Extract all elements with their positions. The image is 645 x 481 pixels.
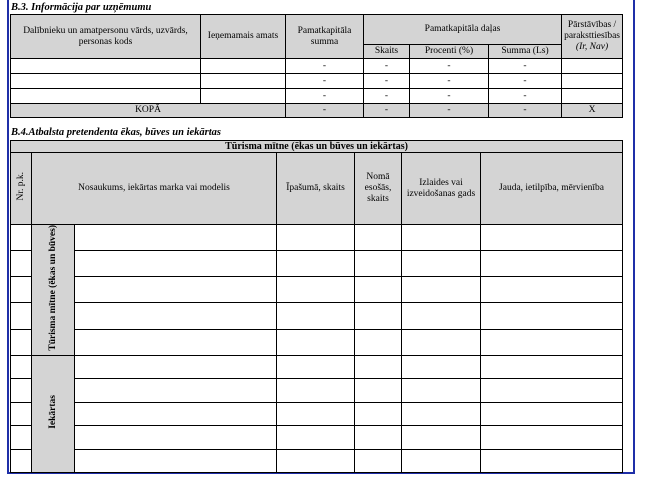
year-cell[interactable]	[402, 225, 481, 251]
participant-cell[interactable]	[11, 74, 201, 89]
row-number-cell[interactable]	[11, 449, 32, 473]
total-percent: -	[410, 104, 489, 118]
name-cell[interactable]	[75, 277, 277, 303]
representation-cell[interactable]	[562, 59, 623, 74]
name-cell[interactable]	[75, 449, 277, 473]
position-cell[interactable]	[201, 74, 286, 89]
participant-cell[interactable]	[11, 89, 201, 104]
owned-cell[interactable]	[277, 355, 355, 379]
table-row	[11, 426, 623, 450]
capacity-cell[interactable]	[481, 277, 623, 303]
row-number-cell[interactable]	[11, 426, 32, 450]
capacity-cell[interactable]	[481, 303, 623, 329]
leased-cell[interactable]	[355, 329, 402, 355]
name-cell[interactable]	[75, 355, 277, 379]
total-sum: -	[489, 104, 562, 118]
header-production-year: Izlaides vai izveidošanas gads	[402, 153, 481, 225]
total-count: -	[364, 104, 410, 118]
leased-cell[interactable]	[355, 449, 402, 473]
name-cell[interactable]	[75, 402, 277, 426]
total-capital-sum: -	[286, 104, 364, 118]
header-representation-options: (Ir, Nav)	[575, 42, 609, 52]
leased-cell[interactable]	[355, 225, 402, 251]
header-percent: Procenti (%)	[410, 45, 489, 59]
owned-cell[interactable]	[277, 277, 355, 303]
year-cell[interactable]	[402, 449, 481, 473]
percent-cell: -	[410, 74, 489, 89]
owned-cell[interactable]	[277, 379, 355, 403]
year-cell[interactable]	[402, 379, 481, 403]
row-number-cell[interactable]	[11, 251, 32, 277]
owned-cell[interactable]	[277, 402, 355, 426]
year-cell[interactable]	[402, 251, 481, 277]
table-row	[11, 329, 623, 355]
header-capacity-unit: Jauda, ietilpība, mērvienība	[481, 153, 623, 225]
owned-cell[interactable]	[277, 251, 355, 277]
capital-sum-cell: -	[286, 89, 364, 104]
table-row	[11, 89, 623, 104]
count-cell: -	[364, 59, 410, 74]
year-cell[interactable]	[402, 426, 481, 450]
table-row	[11, 303, 623, 329]
header-capital-sum: Pamatkapitāla summa	[286, 15, 364, 59]
total-label: KOPĀ	[11, 104, 286, 118]
group-buildings-label: Tūrisma mītne (ēkas un būves)	[47, 225, 58, 351]
name-cell[interactable]	[75, 329, 277, 355]
table-row	[11, 277, 623, 303]
count-cell: -	[364, 89, 410, 104]
owned-cell[interactable]	[277, 329, 355, 355]
capacity-cell[interactable]	[481, 379, 623, 403]
capacity-cell[interactable]	[481, 355, 623, 379]
row-number-cell[interactable]	[11, 329, 32, 355]
leased-cell[interactable]	[355, 426, 402, 450]
name-cell[interactable]	[75, 303, 277, 329]
year-cell[interactable]	[402, 402, 481, 426]
leased-cell[interactable]	[355, 277, 402, 303]
leased-cell[interactable]	[355, 355, 402, 379]
name-cell[interactable]	[75, 251, 277, 277]
leased-cell[interactable]	[355, 402, 402, 426]
table-row	[11, 449, 623, 473]
header-leased-count: Nomā esošās, skaits	[355, 153, 402, 225]
row-number-cell[interactable]	[11, 379, 32, 403]
year-cell[interactable]	[402, 329, 481, 355]
representation-cell[interactable]	[562, 89, 623, 104]
header-capital-shares: Pamatkapitāla daļas	[364, 15, 562, 45]
section-b4-title: B.4.Atbalsta pretendenta ēkas, būves un iekārtas	[11, 127, 222, 138]
row-number-cell[interactable]	[11, 402, 32, 426]
group-equipment-label: Iekārtas	[47, 394, 58, 429]
header-position: Ieņemamais amats	[201, 15, 286, 59]
header-representation	[562, 15, 623, 59]
percent-cell: -	[410, 89, 489, 104]
year-cell[interactable]	[402, 303, 481, 329]
header-participants: Dalībnieku un amatpersonu vārds, uzvārds, personas kods	[11, 15, 201, 59]
count-cell: -	[364, 74, 410, 89]
name-cell[interactable]	[75, 426, 277, 450]
sum-cell: -	[489, 59, 562, 74]
row-number-cell[interactable]	[11, 225, 32, 251]
table-row	[11, 74, 623, 89]
buildings-equipment-table	[10, 140, 623, 473]
total-representation: X	[562, 104, 623, 118]
year-cell[interactable]	[402, 277, 481, 303]
header-count: Skaits	[364, 45, 410, 59]
position-cell[interactable]	[201, 89, 286, 104]
capacity-cell[interactable]	[481, 426, 623, 450]
header-sum-ls: Summa (Ls)	[489, 45, 562, 59]
table-row	[11, 402, 623, 426]
position-cell[interactable]	[201, 59, 286, 74]
representation-cell[interactable]	[562, 74, 623, 89]
capacity-cell[interactable]	[481, 402, 623, 426]
table-row	[11, 355, 623, 379]
total-row	[11, 104, 623, 118]
header-representation-label: Pārstāvības / paraksttiesības	[564, 20, 620, 41]
table-row	[11, 225, 623, 251]
table-title: Tūrisma mītne (ēkas un būves un iekārtas)	[11, 141, 623, 153]
owned-cell[interactable]	[277, 303, 355, 329]
company-info-table	[10, 14, 623, 118]
header-row-number	[11, 153, 32, 225]
group-buildings	[32, 225, 75, 356]
header-owned-count: Īpašumā, skaits	[277, 153, 355, 225]
owned-cell[interactable]	[277, 449, 355, 473]
table-row	[11, 379, 623, 403]
leased-cell[interactable]	[355, 251, 402, 277]
section-b3-title: B.3. Informācija par uzņēmumu	[11, 2, 152, 13]
name-cell[interactable]	[75, 225, 277, 251]
leased-cell[interactable]	[355, 303, 402, 329]
row-number-cell[interactable]	[11, 277, 32, 303]
year-cell[interactable]	[402, 355, 481, 379]
table-row	[11, 59, 623, 74]
participant-cell[interactable]	[11, 59, 201, 74]
percent-cell: -	[410, 59, 489, 74]
row-number-cell[interactable]	[11, 355, 32, 379]
capital-sum-cell: -	[286, 59, 364, 74]
capacity-cell[interactable]	[481, 251, 623, 277]
header-row-number-label: Nr. p.k.	[15, 172, 26, 201]
sum-cell: -	[489, 74, 562, 89]
capacity-cell[interactable]	[481, 225, 623, 251]
capital-sum-cell: -	[286, 74, 364, 89]
sum-cell: -	[489, 89, 562, 104]
table-row	[11, 251, 623, 277]
row-number-cell[interactable]	[11, 303, 32, 329]
header-name-model: Nosaukums, iekārtas marka vai modelis	[32, 153, 277, 225]
name-cell[interactable]	[75, 379, 277, 403]
leased-cell[interactable]	[355, 379, 402, 403]
group-equipment	[32, 355, 75, 473]
owned-cell[interactable]	[277, 426, 355, 450]
capacity-cell[interactable]	[481, 449, 623, 473]
capacity-cell[interactable]	[481, 329, 623, 355]
owned-cell[interactable]	[277, 225, 355, 251]
